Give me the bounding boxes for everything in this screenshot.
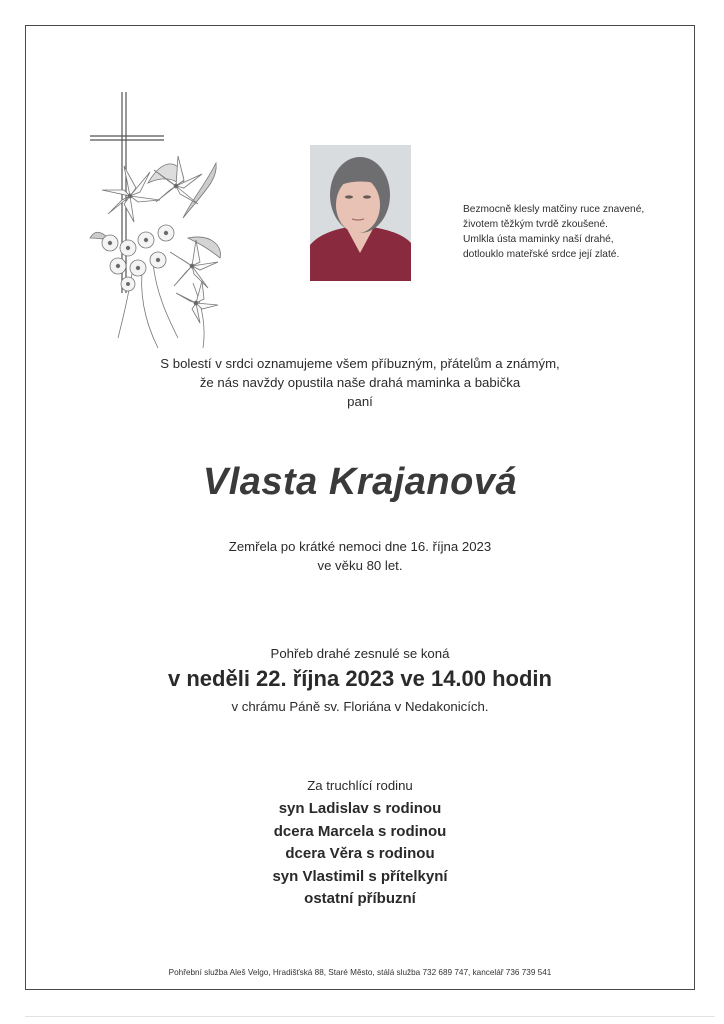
family-member: dcera Věra s rodinou [285,845,435,862]
deceased-name: Vlasta Krajanová [202,461,518,503]
death-date-line: Zemřela po krátké nemoci dne 16. října 2023 [228,539,492,554]
family-intro: Za truchlící rodinu [307,778,413,793]
poem-line: Bezmocně klesly matčiny ruce znavené, [463,204,645,215]
poem-verse [463,202,703,262]
funeral-date-time: v neděli 22. října 2023 ve 14.00 hodin [168,666,552,691]
scan-edge-line [25,1016,715,1017]
death-info [25,537,695,575]
announcement-line: paní [347,394,373,409]
family-member: dcera Marcela s rodinou [273,822,447,840]
portrait-photo [310,145,411,281]
poem-line: dotlouklo mateřské srdce její zlaté. [463,249,620,260]
announcement-text [25,354,695,411]
poem-line: životem těžkým tvrdě zkoušené. [463,219,608,230]
funeral-service-footer: Pohřební služba Aleš Velgo, Hradišťská 88, Staré Město, stálá služba 732 689 747, kancelář 736 739 541 [168,968,552,977]
family-member: syn Ladislav s rodinou [278,800,442,817]
lily-bouquet-icon [90,156,221,348]
cross-with-lilies-illustration [88,88,228,363]
family-member: ostatní příbuzní [304,890,416,907]
announcement-line: že nás navždy opustila naše drahá maminka a babička [199,375,521,390]
funeral-place: v chrámu Páně sv. Floriána v Nedakonicích. [231,699,489,714]
family-member: syn Vlastimil s přítelkyní [272,867,448,885]
funeral-intro: Pohřeb drahé zesnulé se koná [270,646,450,661]
family-members-list [25,798,695,911]
announcement-line: S bolestí v srdci oznamujeme všem příbuzným, přátelům a známým, [160,356,560,371]
age-line: ve věku 80 let. [317,558,403,573]
poem-line: Umlkla ústa maminky naší drahé, [463,234,614,245]
